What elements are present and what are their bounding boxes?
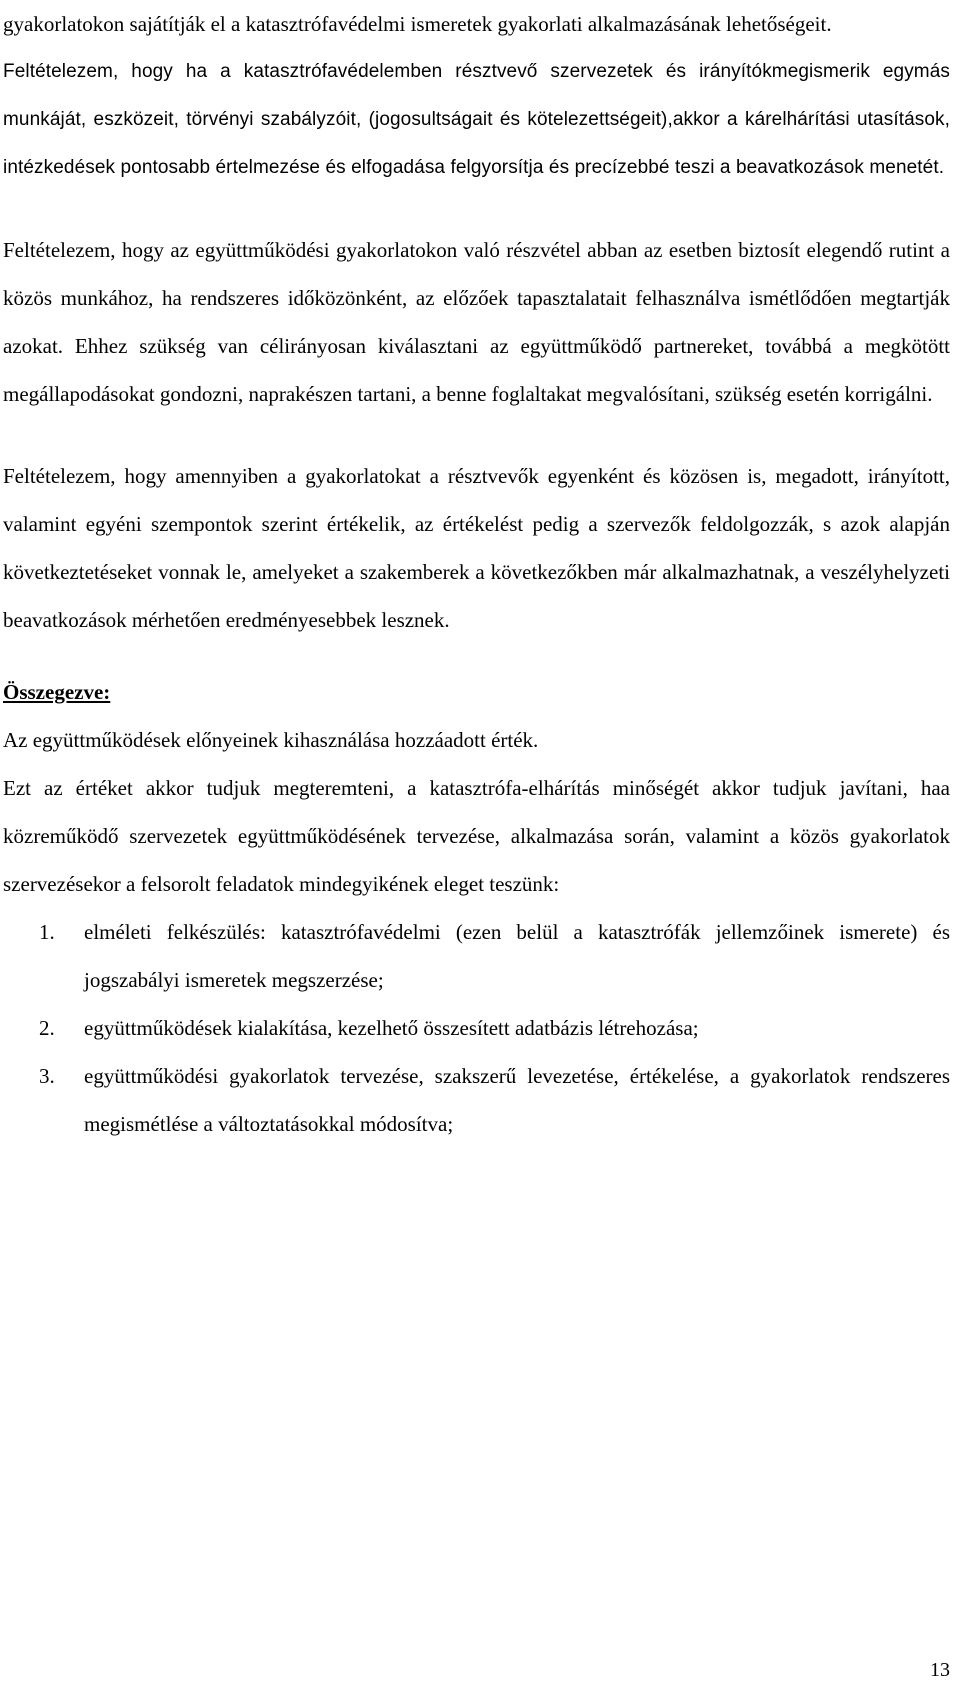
task-list [3,908,950,1148]
paragraph-hypothesis-2: Feltételezem, hogy az együttműködési gyakorlatokon való részvétel abban az esetben biztosít elegendő rutint a közös munkához, ha rendszeres időközönként, az előzőek tapasztalatait felhasználva ismétlődően megtartják azokat. Ehhez szükség van célirányosan kiválasztani az együttműködő partnereket, továbbá a megkötött megállapodásokat gondozni, naprakészen tartani, a benne foglaltakat megvalósítani, szükség esetén korrigálni. [3,238,950,406]
list-item-number: 1. [39,920,55,944]
list-item-text: együttműködési gyakorlatok tervezése, szakszerű levezetése, értékelése, a gyakorlatok rendszeres megismétlése a változtatásokkal módosítva; [84,1064,950,1136]
list-item [3,1004,950,1052]
page-number: 13 [930,1659,950,1681]
list-item-number: 2. [39,1016,55,1040]
paragraph-hypothesis-1: Feltételezem, hogy ha a katasztrófavédelemben résztvevő szervezetek és irányítókmegismerik egymás munkáját, eszközeit, törvényi szabályzóit, (jogosultságait és kötelezettségeit),akkor a kárelhárítási utasítások, intézkedések pontosabb értelmezése és elfogadása felgyorsítja és precízebbé teszi a beavatkozások menetét. [3,61,950,178]
summary-statement: Az együttműködések előnyeinek kihasználása hozzáadott érték. [3,728,539,752]
list-item-number: 3. [39,1064,55,1088]
document-body [3,0,950,1148]
list-item-text: együttműködések kialakítása, kezelhető összesített adatbázis létrehozása; [84,1016,699,1040]
summary-heading: Összegezve: [3,680,111,704]
list-item [3,1052,950,1148]
list-item [3,908,950,1004]
list-item-text: elméleti felkészülés: katasztrófavédelmi (ezen belül a katasztrófák jellemzőinek ismerete) és jogszabályi ismeretek megszerzése; [84,920,950,992]
paragraph-continuation: gyakorlatokon sajátítják el a katasztrófavédelmi ismeretek gyakorlati alkalmazásának lehetőségeit. [3,12,832,36]
paragraph-hypothesis-3: Feltételezem, hogy amennyiben a gyakorlatokat a résztvevők egyenként és közösen is, megadott, irányított, valamint egyéni szempontok szerint értékelik, az értékelést pedig a szervezők feldolgozzák, s azok alapján következtetéseket vonnak le, amelyeket a szakemberek a következőkben már alkalmazhatnak, a veszélyhelyzeti beavatkozások mérhetően eredményesebbek lesznek. [3,464,950,632]
summary-intro: Ezt az értéket akkor tudjuk megteremteni, a katasztrófa-elhárítás minőségét akkor tudjuk javítani, haa közreműködő szervezetek együttműködésének tervezése, alkalmazása során, valamint a közös gyakorlatok szervezésekor a felsorolt feladatok mindegyikének eleget teszünk: [3,776,950,896]
